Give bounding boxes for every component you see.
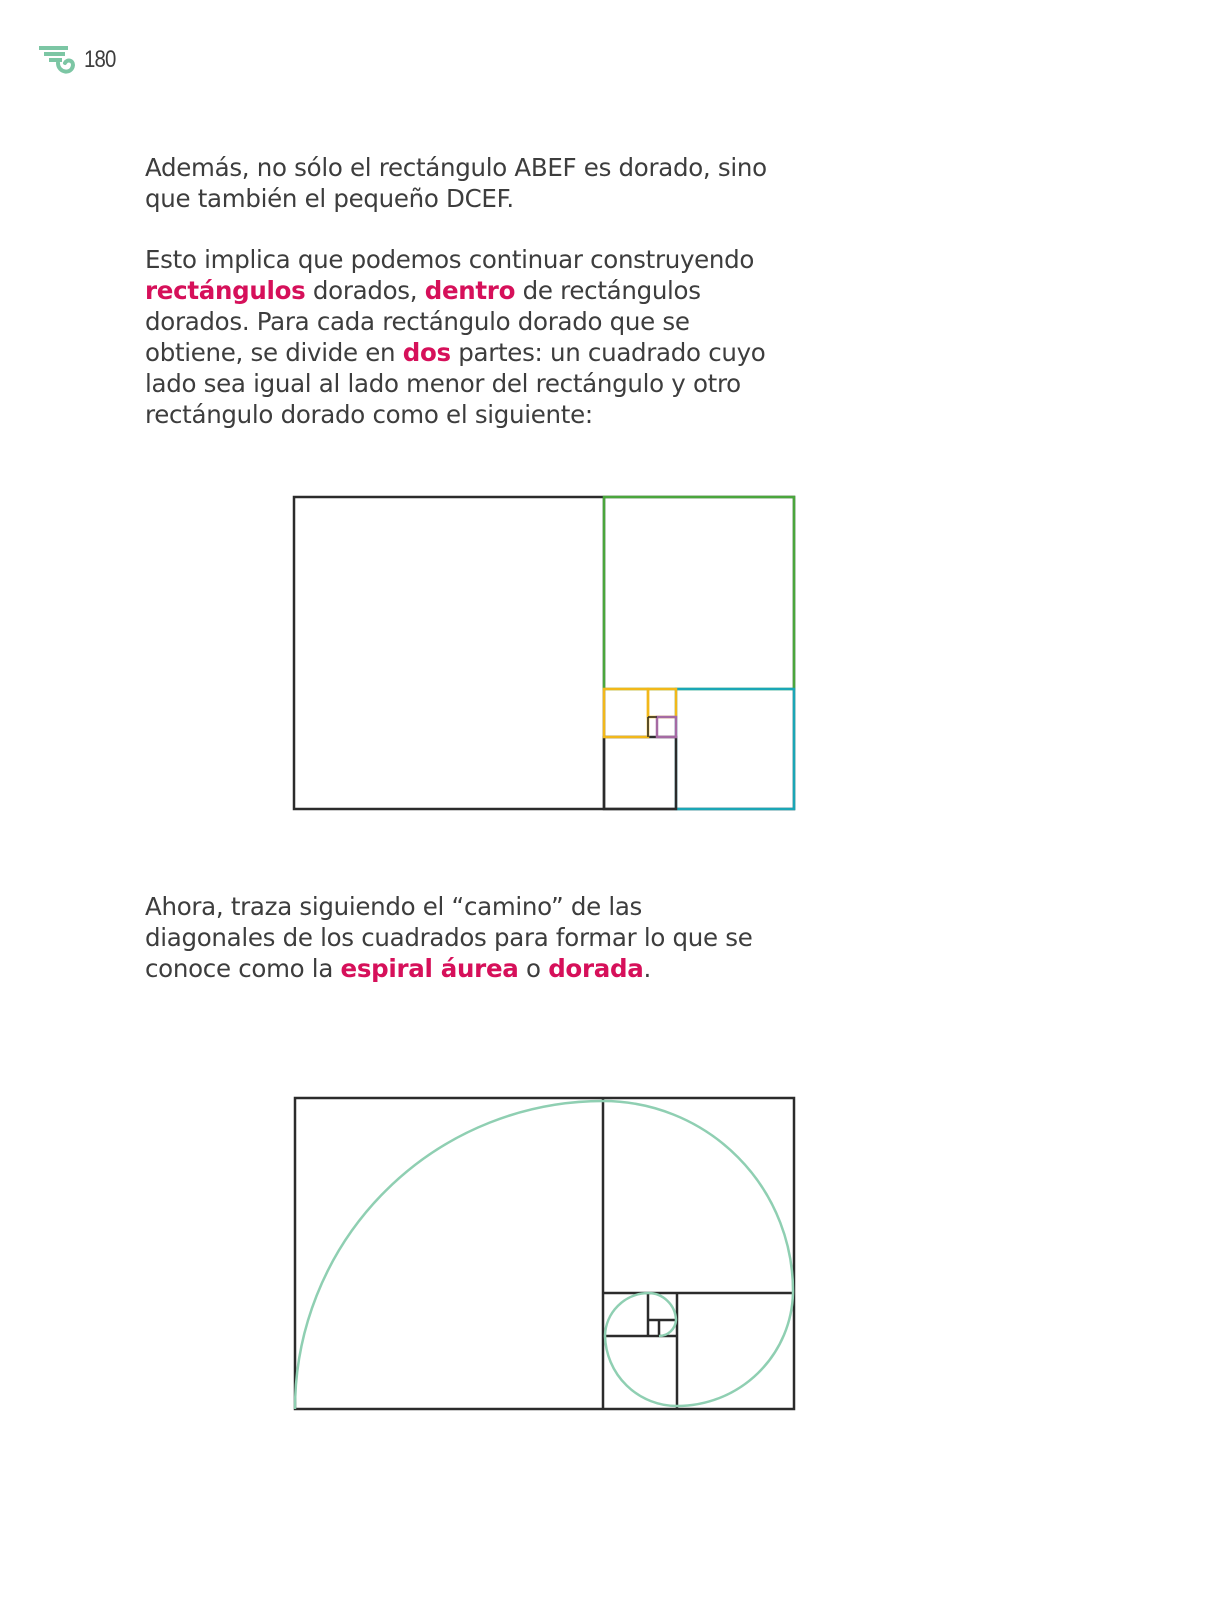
text-line: Ahora, traza siguiendo el “camino” de las <box>145 892 643 921</box>
golden-spiral-curve <box>295 1101 793 1409</box>
spiral-outer-rectangle <box>295 1098 794 1409</box>
text-fragment: o <box>518 954 549 983</box>
highlight-espiral-aurea: espiral áurea <box>340 954 519 983</box>
text-fragment: conoce como la <box>145 954 341 983</box>
highlight-dentro: dentro <box>424 276 516 305</box>
text-line: rectángulo dorado como el siguiente: <box>145 400 593 429</box>
text-line: lado sea igual al lado menor del rectángulo y otro <box>145 369 741 398</box>
text-line: dorados. Para cada rectángulo dorado que se <box>145 307 690 336</box>
text-fragment: . <box>643 954 651 983</box>
page-number: 180 <box>84 46 116 73</box>
text-line: Esto implica que podemos continuar construyendo <box>145 245 755 274</box>
highlight-dorada: dorada <box>548 954 644 983</box>
text-fragment: obtiene, se divide en <box>145 338 403 367</box>
highlight-dos: dos <box>402 338 451 367</box>
text-line: Además, no sólo el rectángulo ABEF es dorado, sino <box>145 153 767 182</box>
text-line: que también el pequeño DCEF. <box>145 184 514 213</box>
text-line: diagonales de los cuadrados para formar lo que se <box>145 923 753 952</box>
text-fragment: de rectángulos <box>515 276 701 305</box>
text-fragment: dorados, <box>305 276 425 305</box>
text-fragment: partes: un cuadrado cuyo <box>450 338 766 367</box>
highlight-rectangulos: rectángulos <box>145 276 306 305</box>
